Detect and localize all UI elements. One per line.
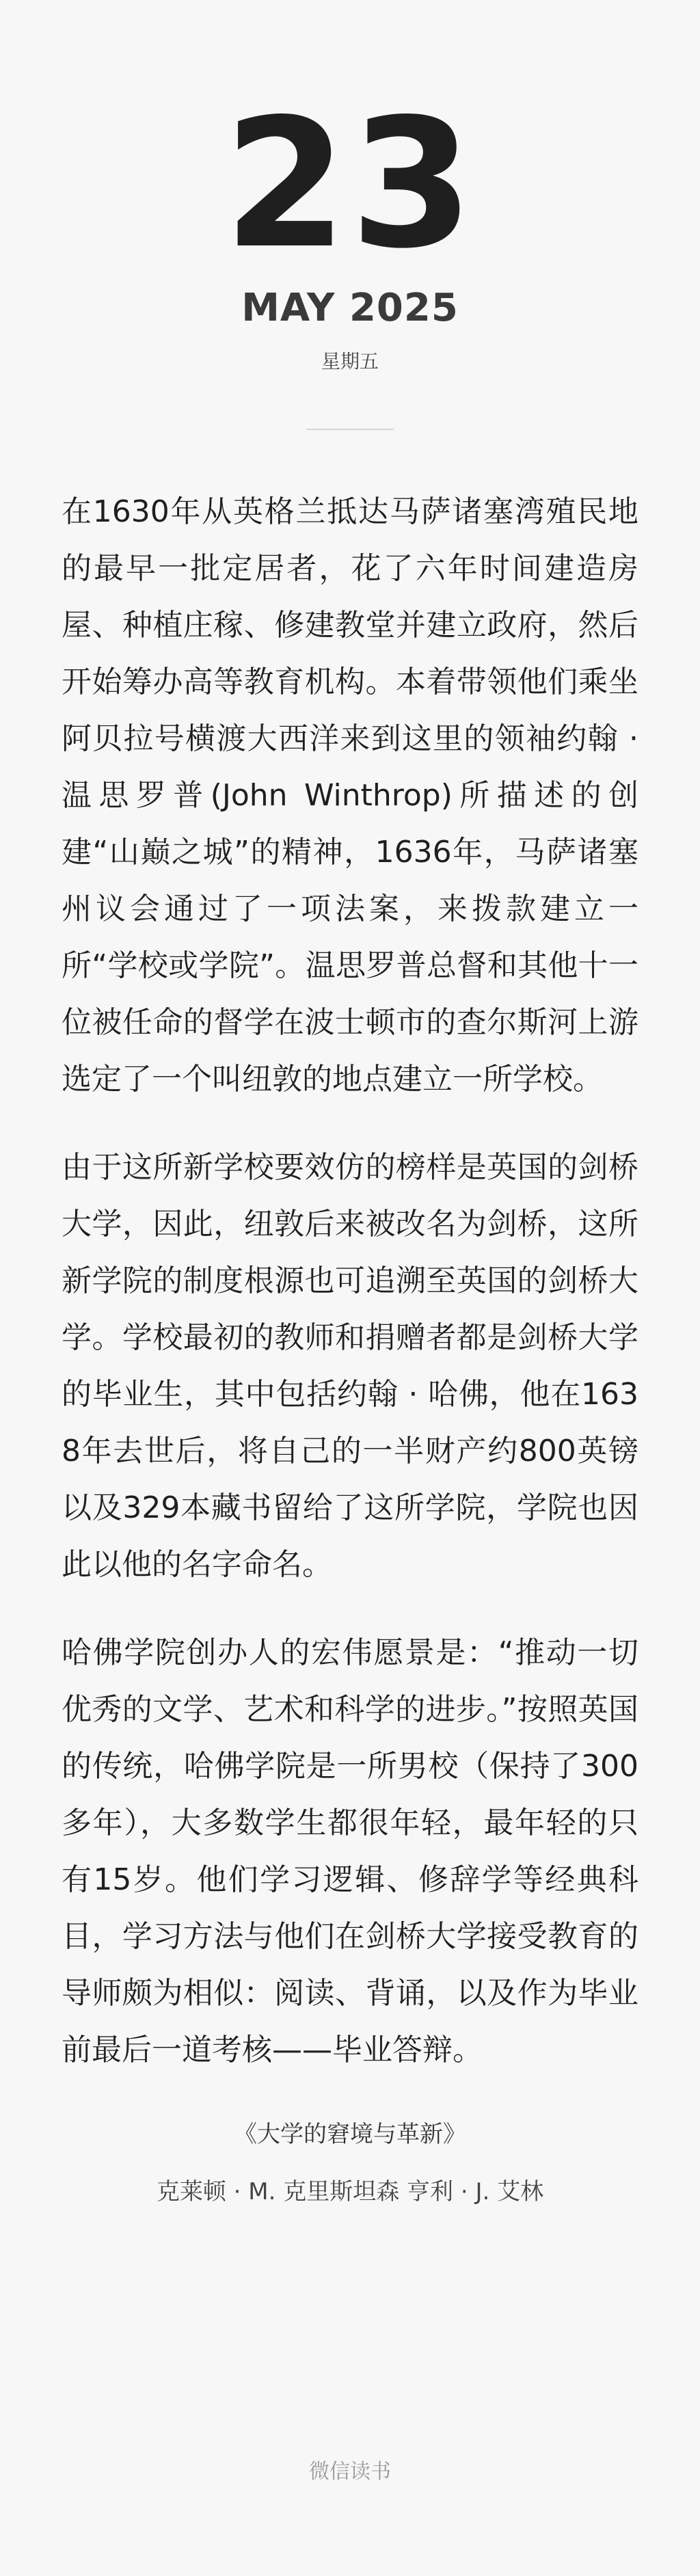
date-header [0,0,700,374]
weekday-label: 星期五 [321,350,379,373]
book-title: 《大学的窘境与革新》 [234,2121,466,2148]
paragraph-3: 哈佛学院创办人的宏伟愿景是：“推动一切优秀的文学、艺术和科学的进步。”按照英国的传统，哈佛学院是一所男校（保持了300多年），大多数学生都很年轻，最年轻的只有15岁。他们学习逻辑、修辞学等经典科目，学习方法与他们在剑桥大学接受教育的导师颇为相似：阅读、背诵，以及作为毕业前最后一道考核——毕业答辩。 [62,1635,638,2067]
paragraph-1: 在1630年从英格兰抵达马萨诸塞湾殖民地的最早一批定居者，花了六年时间建造房屋、种植庄稼、修建教堂并建立政府，然后开始筹办高等教育机构。本着带领他们乘坐阿贝拉号横渡大西洋来到这里的领袖约翰 · 温思罗普(John Winthrop)所描述的创建“山巅之城”的精神，1636年，马萨诸塞州议会通过了一项法案，来拨款建立一所“学校或学院”。温思罗普总督和其他十一位被任命的督学在波士顿市的查尔斯河上游选定了一个叫纽敦的地点建立一所学校。 [62,494,638,1097]
paragraph-2: 由于这所新学校要效仿的榜样是英国的剑桥大学，因此，纽敦后来被改名为剑桥，这所新学院的制度根源也可追溯至英国的剑桥大学。学校最初的教师和捐赠者都是剑桥大学的毕业生，其中包括约翰 · 哈佛，他在1638年去世后，将自己的一半财产约800英镑以及329本藏书留给了这所学院，学院也因此以他的名字命名。 [62,1150,638,1582]
month-year: MAY 2025 [241,286,459,330]
source-citation [0,2114,700,2212]
app-footer: 微信读书 [309,2460,391,2484]
day-number: 23 [224,81,476,288]
header-divider [306,429,394,430]
quote-text [0,483,700,2078]
book-authors: 克莱顿 · M. 克里斯坦森 亨利 · J. 艾林 [156,2178,544,2205]
